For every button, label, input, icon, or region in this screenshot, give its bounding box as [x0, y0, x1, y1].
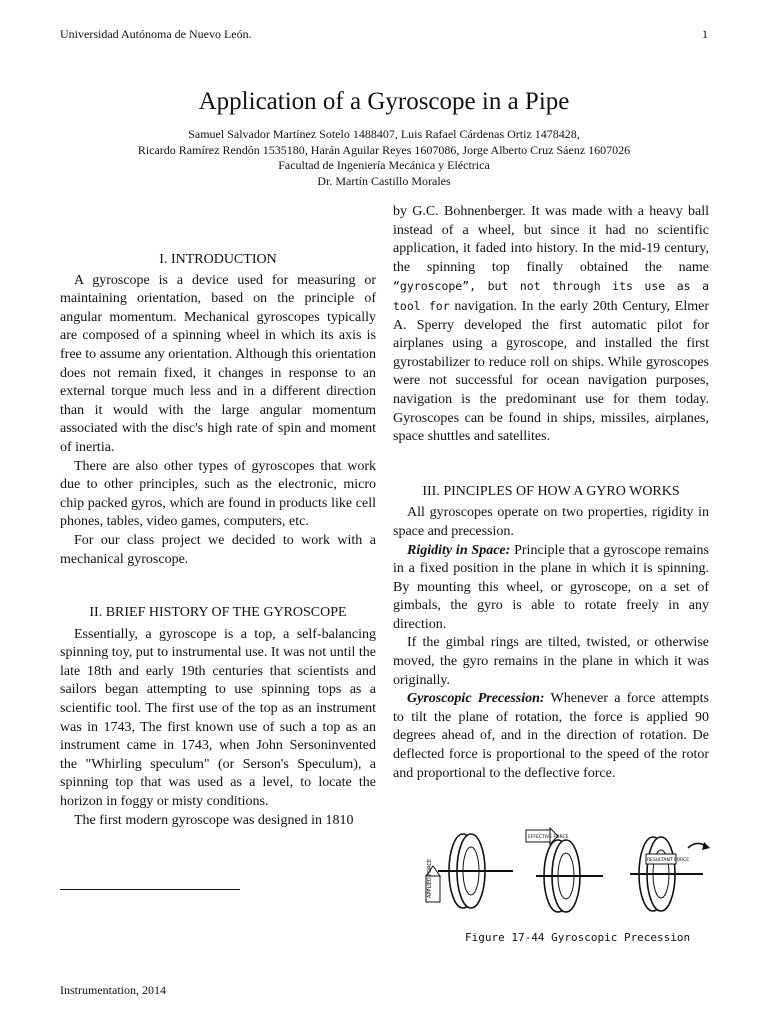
figure-label-applied: APPLIED FORCE: [427, 859, 433, 898]
authors-line-1: Samuel Salvador Martínez Sotelo 1488407, Luis Rafael Cárdenas Ortiz 1478428,: [188, 127, 580, 141]
header-institution: Universidad Autónoma de Nuevo León.: [60, 27, 252, 41]
figure-caption: Figure 17-44 Gyroscopic Precession: [465, 931, 691, 944]
figure-label-effective: EFFECTIVE FORCE: [528, 835, 569, 840]
page-number: 1: [702, 27, 708, 41]
advisor: Dr. Martín Castillo Morales: [317, 173, 451, 188]
footnote-rule: [60, 889, 240, 890]
rigidity-term: Rigidity in Space:: [407, 542, 511, 558]
affiliation: Facultad de Ingeniería Mecánica y Eléctrica: [278, 158, 490, 172]
history-cont-text-a: by G.C. Bohnenberger. It was made with a heavy ball instead of a wheel, but since it had no scientific application, it faded into history. In the mid-19 century, the spinning top finally obtained the name: [393, 204, 709, 275]
gyro-diagram-2: [526, 828, 603, 912]
intro-paragraph-2: There are also other types of gyroscopes that work due to other principles, such as the electronic, micro chip packed gyros, which are found in products like cell phones, tables, video games, computers, etc.: [60, 458, 376, 530]
gyro-diagram-1: [426, 834, 513, 908]
history-paragraph-2-continued: [393, 203, 709, 447]
page-footer: Instrumentation, 2014: [60, 983, 166, 997]
intro-paragraph-1: A gyroscope is a device used for measuring or maintaining orientation, based on the principle of angular momentum. Mechanical gyroscopes typically are composed of a spinning wheel in which its axis is free to assume any orientation. Although this orientation does not remain fixed, it changes in response to an external torque much less and in a different direction than it would with the large angular momentum associated with the disc's high rate of spin and moment of inertia.: [60, 272, 376, 455]
principles-paragraph-1: All gyroscopes operate on two properties, rigidity in space and precession.: [393, 505, 709, 539]
rigidity-text: Principle that a gyroscope remains in a fixed position in the plane in which it is spinning. By mounting this wheel, or gyroscope, on a set of gimbals, the gyro is able to rotate freely in any direction.: [393, 542, 709, 632]
precession-term: Gyroscopic Precession:: [407, 691, 545, 707]
page-header: [60, 27, 708, 42]
right-column: [393, 203, 709, 783]
history-p1-rest: It was not until the late 18th and early 19th centuries that scientists and sailors began attempting to use spinning tops as a scientific tool. The first use of the top as an instrument was in 1743, The first known use of such a top as an instrument came in 1743, when John Sersoninvented the "Whirling speculum" (or Serson's Speculum), a spinning top that was used as a level, to locate the horizon in foggy or misty conditions.: [60, 645, 377, 810]
gyro-diagram-3: [630, 837, 710, 911]
history-paragraph-2: The first modern gyroscope was designed in 1810: [74, 812, 354, 828]
gimbal-paragraph: If the gimbal rings are tilted, twisted, or otherwise moved, the gyro remains in the plane in which it was originally.: [393, 635, 709, 688]
section-heading-principles: III. PINCIPLES OF HOW A GYRO WORKS: [422, 483, 680, 499]
intro-paragraph-3: For our class project we decided to work with a mechanical gyroscope.: [60, 532, 376, 567]
rigidity-paragraph: [393, 542, 709, 635]
gyroscopic-precession-figure: [418, 826, 718, 916]
history-paragraph-1: [60, 626, 376, 812]
history-p1-start: Essentially, a gyroscope is a top, a self-balancing spinning toy, put to instrumental use.: [60, 626, 376, 661]
history-cont-mono: “gyroscope”, but not through its use as a tool for: [393, 279, 709, 313]
left-column: [60, 251, 376, 830]
authors-line-2: Ricardo Ramírez Rendón 1535180, Harán Aguilar Reyes 1607086, Jorge Alberto Cruz Sáenz 1607026: [137, 142, 631, 157]
figure-label-resultant: RESULTANT FORCE: [647, 858, 690, 863]
section-heading-introduction: I. INTRODUCTION: [159, 252, 277, 267]
precession-text: Whenever a force attempts to tilt the plane of rotation, the force is applied 90 degrees ahead of, and in the direction of rotation. De deflected force is proportional to the speed of the rotor and proportional to the deflective force.: [393, 691, 709, 781]
precession-paragraph: [393, 690, 709, 783]
author-block: [0, 127, 768, 189]
section-heading-history: II. BRIEF HISTORY OF THE GYROSCOPE: [89, 605, 347, 621]
paper-title: Application of a Gyroscope in a Pipe: [198, 88, 570, 115]
history-cont-text-b: navigation. In the early 20th Century, Elmer A. Sperry developed the first automatic pilot for airplanes using a gyroscope, and installed the first gyrostabilizer to reduce roll on ships. While gyroscopes were not successful for ocean navigation purposes, navigation is the predominant use for them today. Gyroscopes can be found in ships, missiles, airplanes, space shuttles and satellites.: [393, 298, 709, 445]
